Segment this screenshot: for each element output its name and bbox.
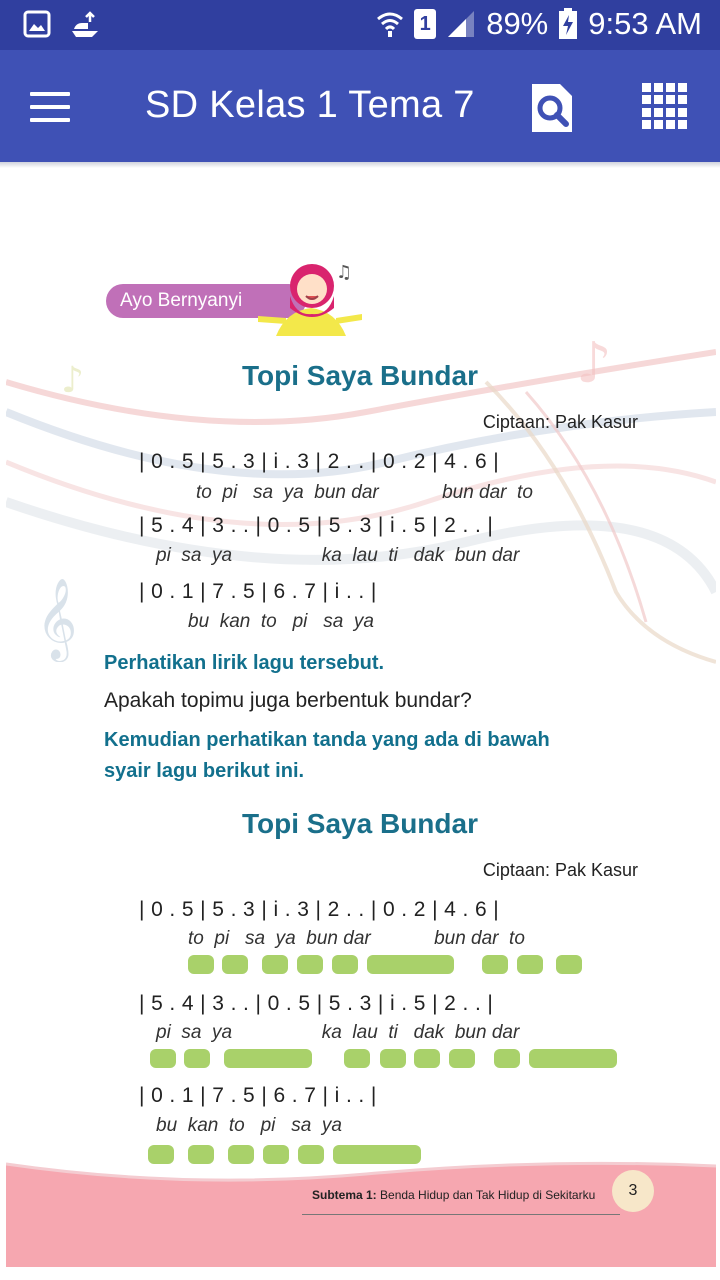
lyric-row: to pi sa ya bun dar bun dar to <box>196 482 533 503</box>
song-title-2: Topi Saya Bundar <box>242 808 478 839</box>
singing-girl-illustration <box>256 262 366 346</box>
instruction-line: Kemudian perhatikan tanda yang ada di bawah <box>104 729 550 751</box>
question-text: Apakah topimu juga berbentuk bundar? <box>104 689 472 712</box>
footer-subtheme <box>312 1188 595 1202</box>
syllable-marker-short <box>380 1049 406 1068</box>
notation-row: | 0 . 5 | 5 . 3 | i . 3 | 2 . . | 0 . 2 | 4 . 6 | <box>139 450 500 473</box>
lyric-row: pi sa ya ka lau ti dak bun dar <box>156 1022 520 1043</box>
lyric-row: pi sa ya ka lau ti dak bun dar <box>156 545 520 566</box>
svg-text:♪: ♪ <box>61 360 84 401</box>
book-page[interactable] <box>6 262 716 1267</box>
grid-menu-button[interactable] <box>642 83 688 129</box>
syllable-marker-short <box>262 955 288 974</box>
notation-row: | 0 . 1 | 7 . 5 | 6 . 7 | i . . | <box>139 580 377 603</box>
lyric-row: to pi sa ya bun dar bun dar to <box>188 928 525 949</box>
signal-icon <box>446 9 476 39</box>
instruction-heading: Perhatikan lirik lagu tersebut. <box>104 652 385 674</box>
sim-icon: 1 <box>414 9 436 39</box>
battery-charging-icon <box>558 8 578 40</box>
syllable-marker-long <box>224 1049 312 1068</box>
wifi-icon <box>376 9 404 39</box>
notation-row: | 5 . 4 | 3 . . | 0 . 5 | 5 . 3 | i . 5 | 2 . . | <box>139 514 494 537</box>
syllable-marker-short <box>332 955 358 974</box>
composer-2: Ciptaan: Pak Kasur <box>482 860 638 880</box>
menu-icon <box>30 92 70 96</box>
notation-row: | 5 . 4 | 3 . . | 0 . 5 | 5 . 3 | i . 5 | 2 . . | <box>139 992 494 1015</box>
footer-subtheme-text: Benda Hidup dan Tak Hidup di Sekitarku <box>376 1188 596 1202</box>
app-title: SD Kelas 1 Tema 7 <box>145 84 475 126</box>
syllable-marker-short <box>150 1049 176 1068</box>
instruction-line: syair lagu berikut ini. <box>104 760 305 782</box>
download-icon <box>70 9 100 39</box>
syllable-marker-short <box>297 955 323 974</box>
syllable-marker-short <box>344 1049 370 1068</box>
page-number: 3 <box>612 1170 654 1212</box>
clock: 9:53 AM <box>588 6 702 41</box>
menu-button[interactable] <box>30 92 70 122</box>
grid-icon <box>642 83 651 92</box>
lyric-row: bu kan to pi sa ya <box>156 1115 342 1136</box>
svg-text:♫: ♫ <box>336 262 353 283</box>
syllable-marker-short <box>449 1049 475 1068</box>
syllable-marker-short <box>184 1049 210 1068</box>
battery-percent: 89% <box>486 6 549 41</box>
footer-divider <box>302 1214 620 1215</box>
ayo-bernyanyi-badge: Ayo Bernyanyi <box>106 284 306 318</box>
syllable-marker-long <box>529 1049 617 1068</box>
syllable-marker-long <box>367 955 454 974</box>
composer-1: Ciptaan: Pak Kasur <box>482 412 638 432</box>
svg-text:♪: ♪ <box>576 331 612 396</box>
status-bar <box>0 0 720 50</box>
syllable-marker-short <box>517 955 543 974</box>
svg-text:𝄞: 𝄞 <box>36 577 78 659</box>
syllable-marker-short <box>414 1049 440 1068</box>
instruction-paragraph <box>104 725 550 787</box>
image-icon <box>22 9 52 39</box>
syllable-marker-short <box>494 1049 520 1068</box>
footer-subtheme-label: Subtema 1: <box>312 1188 377 1202</box>
song-title-1: Topi Saya Bundar <box>242 360 478 391</box>
syllable-marker-short <box>482 955 508 974</box>
search-document-icon[interactable] <box>528 82 578 134</box>
syllable-marker-short <box>188 955 214 974</box>
lyric-row: bu kan to pi sa ya <box>188 611 374 632</box>
notation-row: | 0 . 5 | 5 . 3 | i . 3 | 2 . . | 0 . 2 | 4 . 6 | <box>139 898 500 921</box>
syllable-marker-short <box>556 955 582 974</box>
notation-row: | 0 . 1 | 7 . 5 | 6 . 7 | i . . | <box>139 1084 377 1107</box>
app-toolbar <box>0 50 720 162</box>
toolbar-shadow <box>0 162 720 168</box>
syllable-marker-short <box>222 955 248 974</box>
